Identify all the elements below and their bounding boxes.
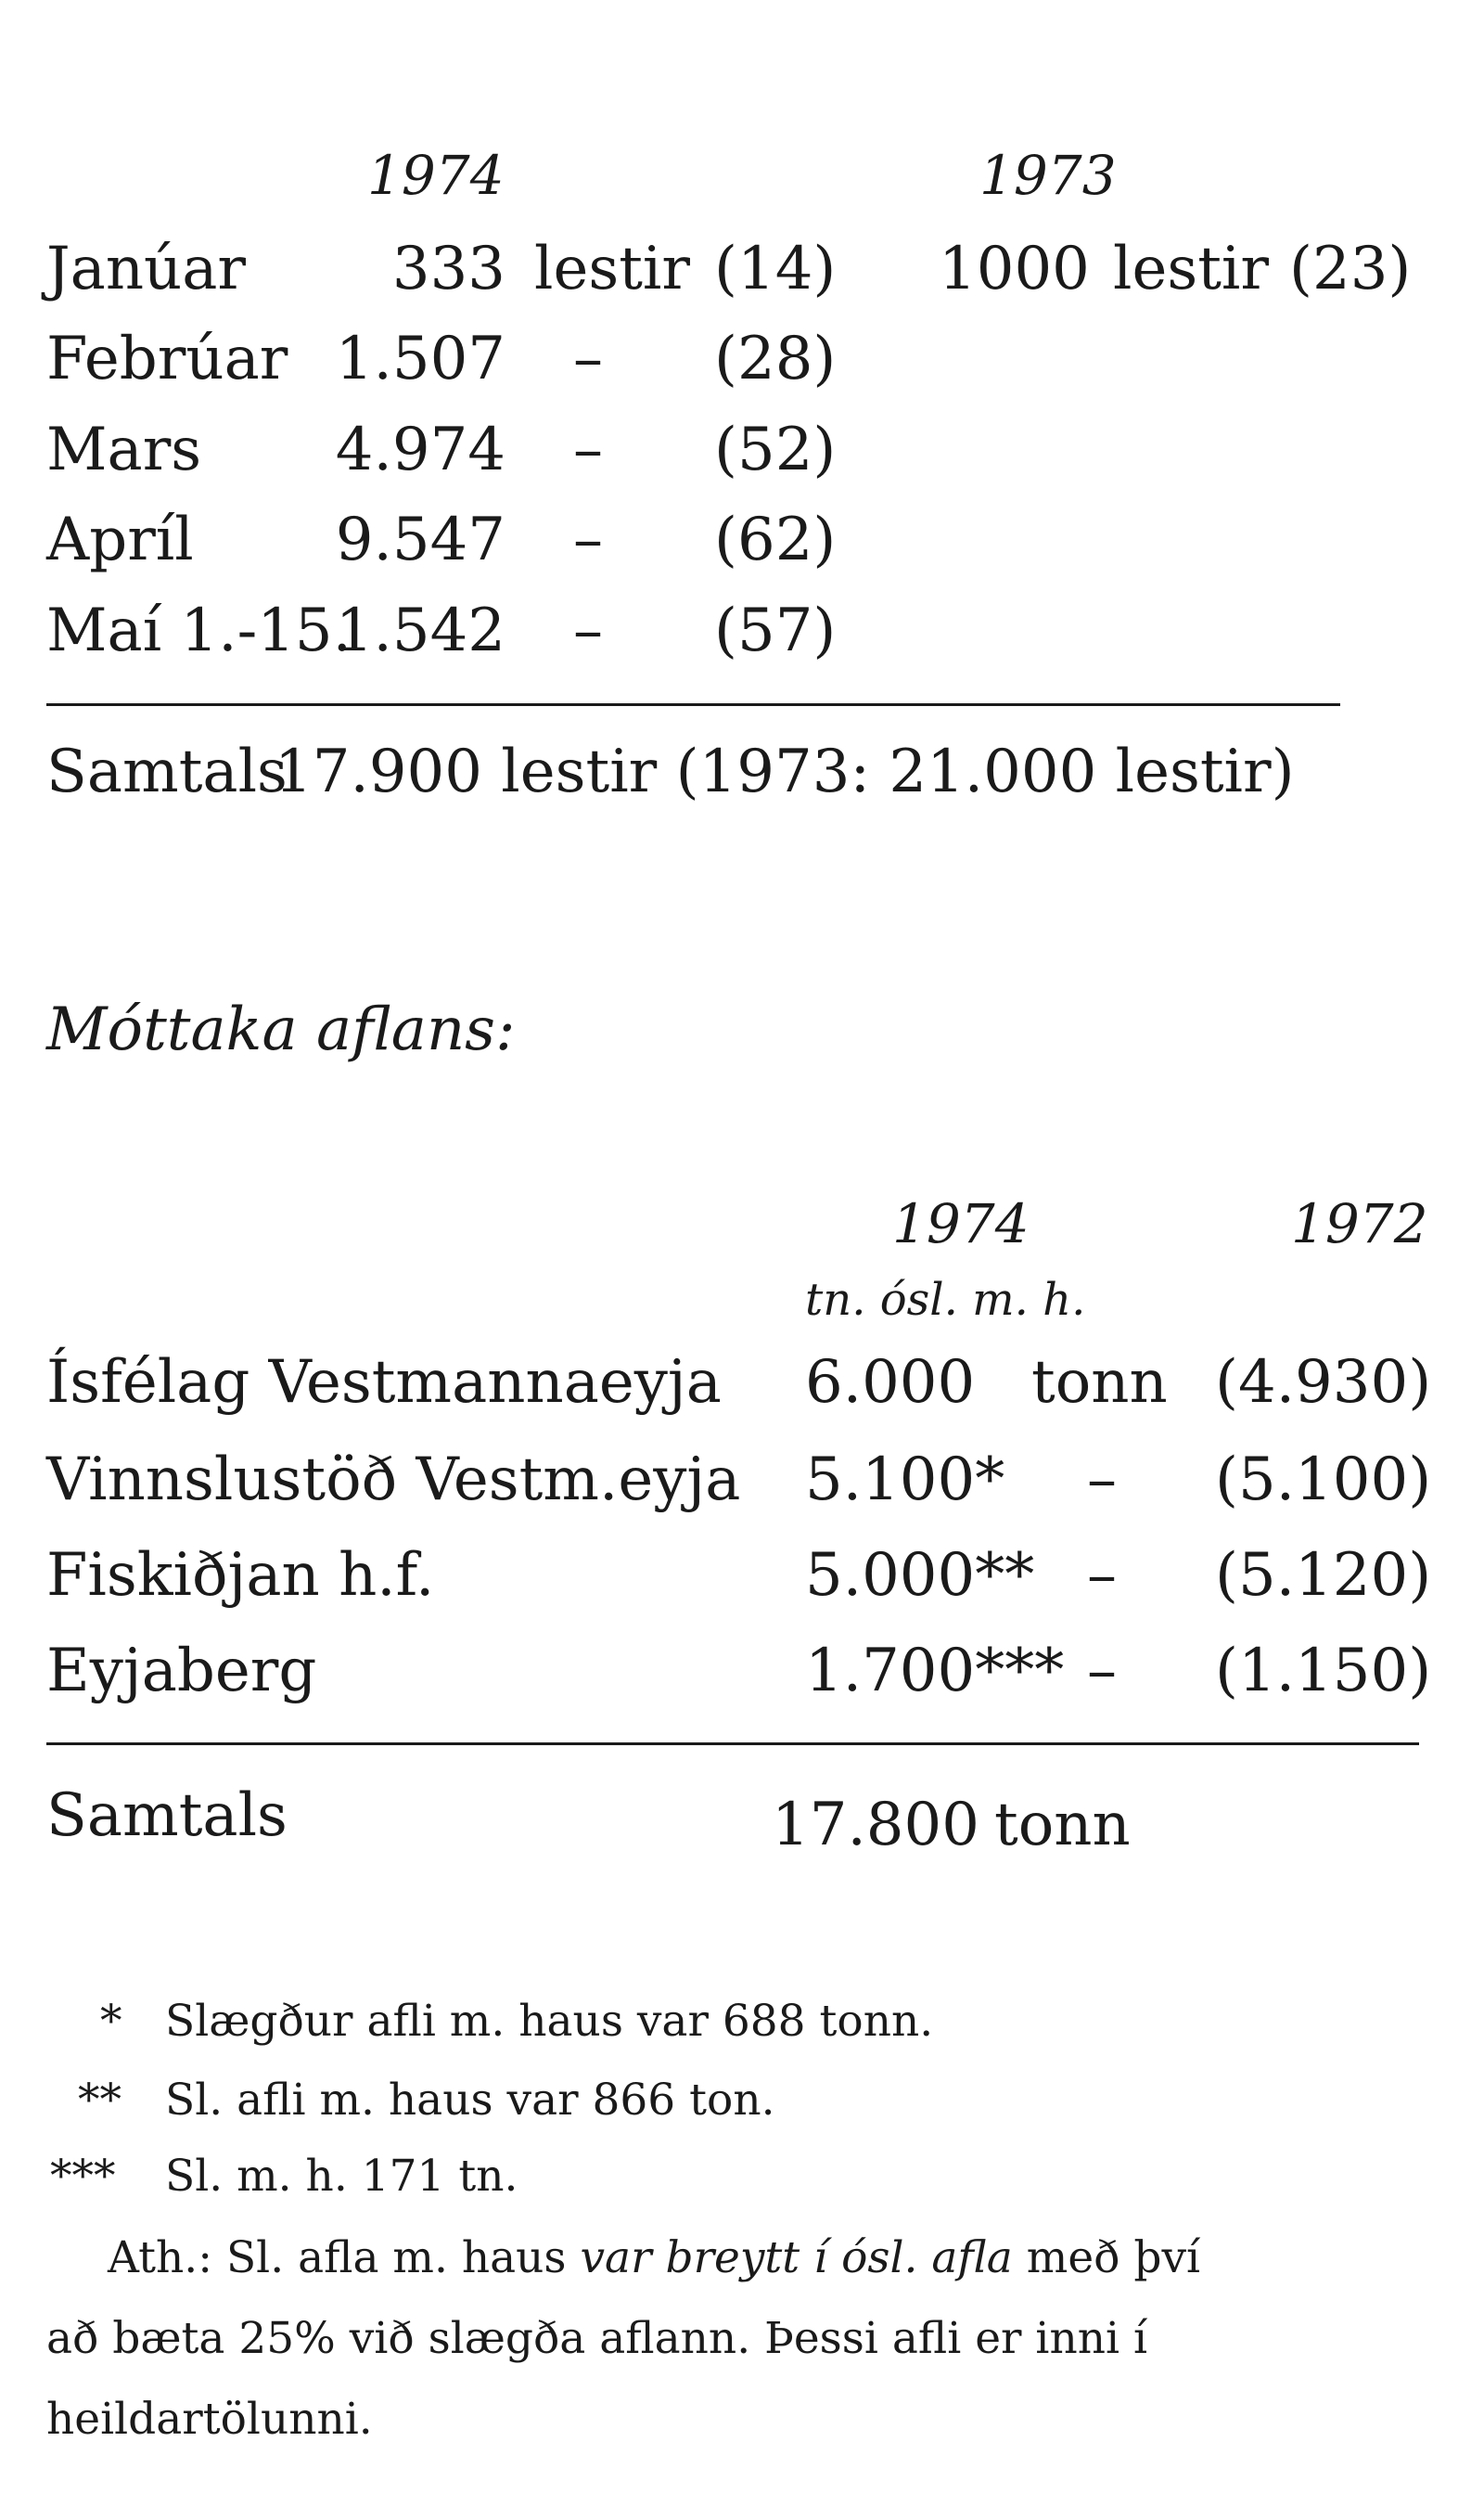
prev-unit-label: lestir <box>1113 235 1269 303</box>
month-label: Mars <box>46 416 202 484</box>
month-label: Febrúar <box>46 325 288 393</box>
amount-value: 5.000** <box>805 1541 1035 1610</box>
amount-value: 1.700*** <box>805 1637 1065 1705</box>
prev-amount-value: 1000 <box>939 235 1090 303</box>
unit-dash: – <box>573 416 603 484</box>
note-line-1 <box>108 2232 1201 2283</box>
boat-count: (62) <box>714 506 837 574</box>
footnote-mark: *** <box>50 2151 116 2202</box>
note-line-1-italic: var breytt í ósl. afla <box>580 2232 1013 2283</box>
amount-value: 1.542 <box>335 597 505 665</box>
month-label: Apríl <box>46 506 194 574</box>
table1-divider <box>46 703 1340 706</box>
amount-value: 333 <box>391 235 505 303</box>
prev-amount-value: (4.930) <box>1215 1348 1432 1417</box>
table2-total-label: Samtals <box>46 1781 288 1850</box>
company-name: Ísfélag Vestmannaeyja <box>46 1348 722 1417</box>
table2-total-unit: tonn <box>994 1791 1131 1859</box>
company-name: Eyjaberg <box>46 1637 317 1705</box>
note-line-3: heildartölunni. <box>46 2394 373 2445</box>
note-line-1-end: með því <box>1012 2232 1201 2283</box>
boat-count: (28) <box>714 325 837 393</box>
month-label: Janúar <box>46 235 246 303</box>
company-name: Fiskiðjan h.f. <box>46 1541 435 1610</box>
unit-dash: – <box>1087 1446 1117 1514</box>
table2-year-1974: 1974 <box>892 1192 1030 1255</box>
table1-total-text: 17.900 lestir (1973: 21.000 lestir) <box>275 738 1295 806</box>
unit-dash: – <box>1087 1541 1117 1610</box>
month-label: Maí 1.-15. <box>46 597 352 665</box>
amount-value: 4.974 <box>335 416 505 484</box>
table1-year-1973: 1973 <box>979 144 1117 207</box>
footnote-mark: ** <box>78 2075 122 2126</box>
table2-year-1972: 1972 <box>1291 1192 1428 1255</box>
amount-value: 6.000 <box>805 1348 976 1417</box>
footnote-text: Slægður afli m. haus var 688 tonn. <box>165 1996 934 2047</box>
unit-dash: – <box>573 506 603 574</box>
footnote-text: Sl. afli m. haus var 866 ton. <box>165 2075 775 2126</box>
footnote-text: Sl. m. h. 171 tn. <box>165 2151 518 2202</box>
table2-subheader: tn. ósl. m. h. <box>805 1274 1086 1326</box>
boat-count: (52) <box>714 416 837 484</box>
table2-total-amount: 17.800 <box>772 1791 979 1859</box>
prev-amount-value: (1.150) <box>1215 1637 1432 1705</box>
boat-count: (57) <box>714 597 837 665</box>
note-line-2: að bæta 25% við slægða aflann. Þessi afli er inni í <box>46 2313 1148 2364</box>
table1-total-label: Samtals <box>46 738 288 806</box>
prev-amount-value: (5.120) <box>1215 1541 1432 1610</box>
prev-boat-count: (23) <box>1289 235 1412 303</box>
footnote-mark: * <box>100 1996 122 2047</box>
unit-dash: – <box>573 325 603 393</box>
table2-divider <box>46 1742 1419 1745</box>
note-line-1-start: Ath.: Sl. afla m. haus <box>108 2232 581 2283</box>
company-name: Vinnslustöð Vestm.eyja <box>46 1446 741 1514</box>
unit-label: lestir <box>534 235 690 303</box>
amount-value: 9.547 <box>335 506 505 574</box>
section-title: Móttaka aflans: <box>46 996 516 1064</box>
boat-count: (14) <box>714 235 837 303</box>
amount-value: 5.100* <box>805 1446 1005 1514</box>
table1-year-1974: 1974 <box>367 144 505 207</box>
amount-value: 1.507 <box>335 325 505 393</box>
prev-amount-value: (5.100) <box>1215 1446 1432 1514</box>
unit-dash: – <box>573 597 603 665</box>
unit-label: tonn <box>1031 1348 1168 1417</box>
unit-dash: – <box>1087 1637 1117 1705</box>
